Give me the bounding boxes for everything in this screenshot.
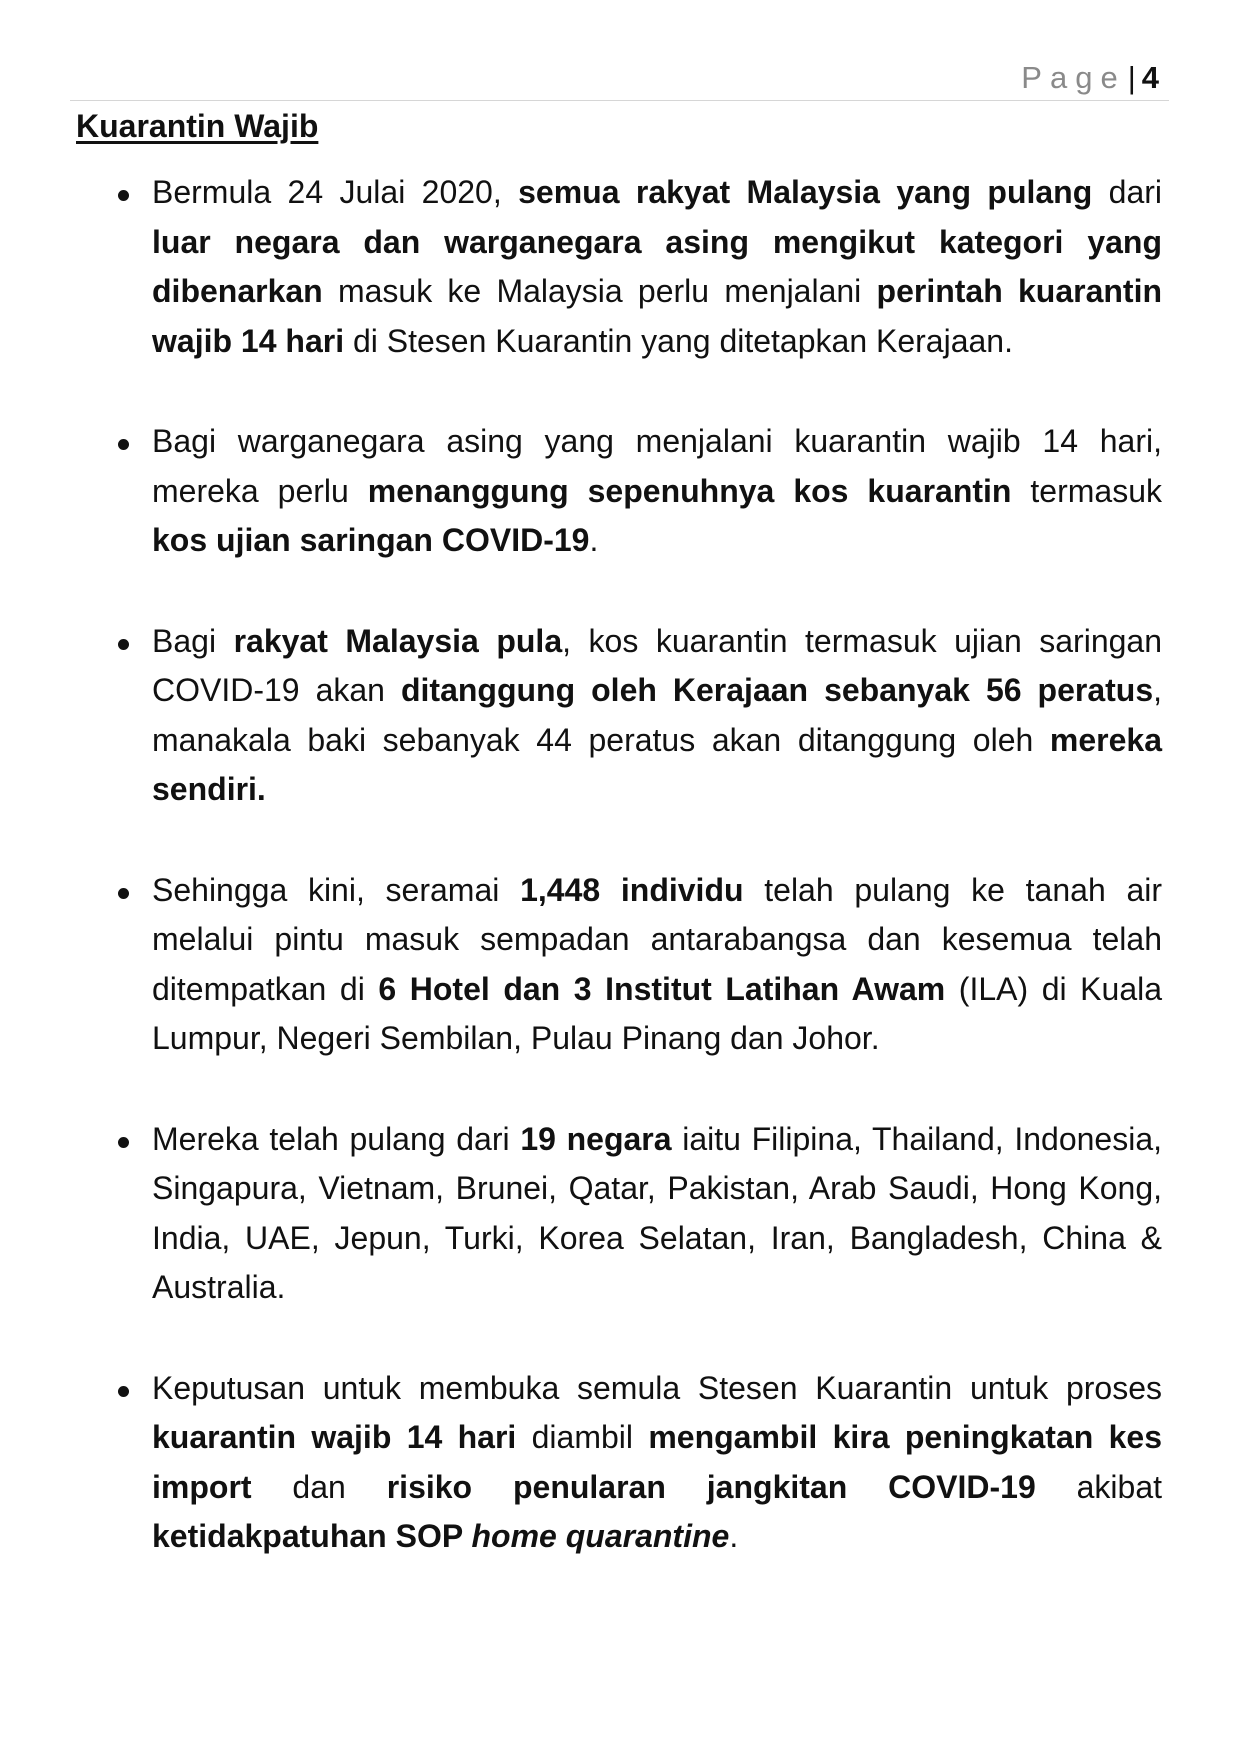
page-number-label: [1021, 60, 1159, 96]
bullet-item: [110, 417, 1162, 566]
bullet-text-segment: risiko penularan jangkitan COVID-19: [386, 1468, 1036, 1505]
bullet-dot-icon: [118, 888, 129, 899]
bullet-item: [110, 617, 1162, 815]
page-word: Page: [1021, 60, 1126, 95]
bullet-text-segment: iaitu Filipina, Thailand, Indonesia, Singapura, Vietnam, Brunei, Qatar, Pakistan, Arab Saudi, Hong Kong, India, UAE, Jepun, Turki, Korea Selatan, Iran, Bangladesh, China & Australia.: [152, 1120, 1163, 1305]
bullet-text-segment: Bagi warganegara asing yang menjalani kuarantin wajib 14 hari, mereka perlu: [152, 423, 1162, 509]
bullet-text-segment: akibat: [1035, 1468, 1163, 1505]
bullet-text-segment: perintah kuarantin wajib 14 hari: [152, 273, 1163, 359]
bullet-text-segment: , manakala baki sebanyak 44 peratus akan ditanggung oleh: [152, 672, 1163, 758]
bullet-text-segment: diambil: [516, 1419, 649, 1455]
bullet-text-segment: Sehingga kini, seramai: [152, 871, 521, 908]
page-separator: |: [1127, 60, 1136, 95]
bullet-text-segment: .: [729, 1518, 739, 1554]
bullet-text-segment: 6 Hotel dan 3 Institut Latihan Awam: [378, 970, 946, 1007]
bullet-dot-icon: [118, 1137, 129, 1148]
bullet-text-segment: dari: [1092, 174, 1163, 210]
bullet-text-segment: Mereka telah pulang dari: [152, 1120, 521, 1157]
bullet-list: [110, 168, 1162, 1613]
bullet-text-segment: , kos kuarantin termasuk ujian saringan COVID-19 akan: [152, 622, 1163, 708]
bullet-text-segment: 19 negara: [520, 1120, 672, 1157]
bullet-text-segment: .: [589, 522, 599, 558]
bullet-text-segment: kos ujian saringan COVID-19: [152, 522, 590, 558]
page-number: 4: [1141, 60, 1159, 95]
bullet-item: [110, 1364, 1162, 1562]
bullet-text-segment: mengambil kira peningkatan kes import: [152, 1419, 1163, 1505]
bullet-text-segment: semua rakyat Malaysia yang pulang: [518, 174, 1093, 210]
bullet-text-segment: dan: [251, 1468, 387, 1505]
bullet-dot-icon: [118, 439, 129, 450]
bullet-text-segment: masuk ke Malaysia perlu menjalani: [322, 273, 877, 309]
bullet-dot-icon: [118, 639, 129, 650]
bullet-text-segment: telah pulang ke tanah air melalui pintu masuk sempadan antarabangsa dan kesemua telah ditempatkan di: [152, 871, 1163, 1007]
bullet-text-segment: termasuk: [1011, 472, 1163, 509]
bullet-item: [110, 168, 1162, 366]
bullet-item: [110, 1115, 1162, 1313]
bullet-text-segment: rakyat Malaysia pula: [233, 622, 563, 659]
page-header: [70, 54, 1169, 101]
bullet-dot-icon: [118, 1386, 129, 1397]
bullet-text-segment: kuarantin wajib 14 hari: [152, 1419, 517, 1455]
bullet-text-segment: ketidakpatuhan SOP: [152, 1518, 472, 1554]
bullet-text-segment: Bermula 24 Julai 2020,: [152, 174, 519, 210]
bullet-text-segment: di Stesen Kuarantin yang ditetapkan Kerajaan.: [344, 322, 1013, 359]
bullet-dot-icon: [118, 190, 129, 201]
bullet-text-segment: mereka sendiri.: [152, 721, 1162, 807]
bullet-text-segment: home quarantine: [471, 1518, 730, 1554]
bullet-text-segment: ditanggung oleh Kerajaan sebanyak 56 peratus: [400, 672, 1154, 708]
bullet-item: [110, 866, 1162, 1064]
bullet-text-segment: Bagi: [152, 622, 234, 659]
bullet-text-segment: menanggung sepenuhnya kos kuarantin: [367, 472, 1012, 509]
bullet-text-segment: luar negara dan warganegara asing mengikut kategori yang dibenarkan: [152, 223, 1162, 309]
bullet-text-segment: Keputusan untuk membuka semula Stesen Kuarantin untuk proses: [152, 1369, 1162, 1406]
bullet-text-segment: (ILA) di Kuala Lumpur, Negeri Sembilan, Pulau Pinang dan Johor.: [152, 970, 1163, 1056]
section-title: Kuarantin Wajib: [76, 108, 319, 144]
bullet-text-segment: 1,448 individu: [520, 871, 744, 908]
